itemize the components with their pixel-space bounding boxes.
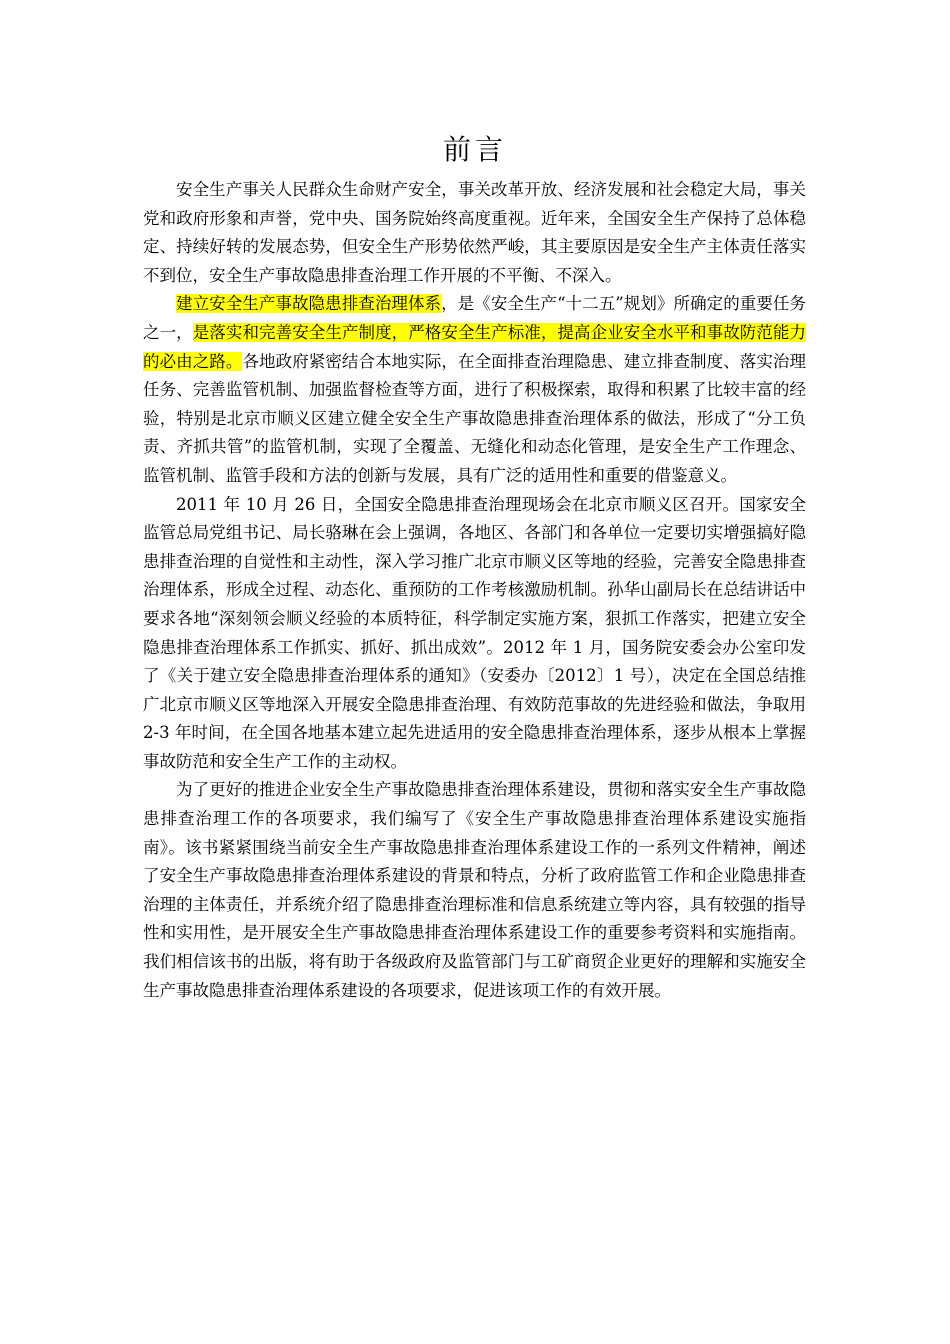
highlighted-text: 建立安全生产事故隐患排查治理体系 — [176, 294, 442, 314]
paragraph-1-text: 安全生产事关人民群众生命财产安全，事关改革开放、经济发展和社会稳定大局，事关党和政府形象和声誉，党中央、国务院始终高度重视。近年来，全国安全生产保持了总体稳定、持续好转的发展态势，但安全生产形势依然严峻，其主要原因是安全生产主体责任落实不到位，安全生产事故隐患排查治理工作开展的不平衡、不深入。 — [143, 180, 806, 285]
page-title: 前言 — [442, 133, 507, 166]
paragraph-3 — [143, 491, 806, 777]
paragraph-2-text: 各地政府紧密结合本地实际，在全面排查治理隐患、建立排查制度、落实治理任务、完善监管机制、加强监督检查等方面，进行了积极探索，取得和积累了比较丰富的经验，特别是北京市顺义区建立健全安全生产事故隐患排查治理体系的做法，形成了“分工负责、齐抓共管”的监管机制，实现了全覆盖、无缝化和动态化管理，是安全生产工作理念、监管机制、监管手段和方法的创新与发展，具有广泛的适用性和重要的借鉴意义。 — [143, 351, 807, 485]
paragraph-2 — [143, 290, 806, 490]
paragraph-4-text: 为了更好的推进企业安全生产事故隐患排查治理体系建设，贯彻和落实安全生产事故隐患排查治理工作的各项要求，我们编写了《安全生产事故隐患排查治理体系建设实施指南》。该书紧紧围绕当前安全生产事故隐患排查治理体系建设工作的一系列文件精神，阐述了安全生产事故隐患排查治理体系建设的背景和特点，分析了政府监管工作和企业隐患排查治理的主体责任，并系统介绍了隐患排查治理标准和信息系统建立等内容，具有较强的指导性和实用性，是开展安全生产事故隐患排查治理体系建设工作的重要参考资料和实施指南。我们相信该书的出版，将有助于各级政府及监管部门与工矿商贸企业更好的理解和实施安全生产事故隐患排查治理体系建设的各项要求，促进该项工作的有效开展。 — [143, 780, 806, 1000]
preface-body — [143, 176, 806, 1005]
paragraph-1 — [143, 176, 806, 290]
paragraph-2-text: ，是《安全生产“十二五”规划》所确定的重要任务之一， — [143, 294, 806, 342]
highlighted-text: 是落实和完善安全生产制度，严格安全生产标准，提高企业安全水平和事故防范能力的必由之路。 — [143, 322, 807, 371]
paragraph-3-text: 2011 年 10 月 26 日，全国安全隐患排查治理现场会在北京市顺义区召开。国家安全监管总局党组书记、局长骆琳在会上强调，各地区、各部门和各单位一定要切实增强搞好隐患排查治理的自觉性和主动性，深入学习推广北京市顺义区等地的经验，完善安全隐患排查治理体系，形成全过程、动态化、重预防的工作考核激励机制。孙华山副局长在总结讲话中要求各地“深刻领会顺义经验的本质特征，科学制定实施方案，狠抓工作落实，把建立安全隐患排查治理体系工作抓实、抓好、抓出成效”。2012 年 1 月，国务院安委会办公室印发了《关于建立安全隐患排查治理体系的通知》（安委办〔2012〕1 号），决定在全国总结推广北京市顺义区等地深入开展安全隐患排查治理、有效防范事故的先进经验和做法，争取用 2-3 年时间，在全国各地基本建立起先进适用的安全隐患排查治理体系，逐步从根本上掌握事故防范和安全生产工作的主动权。 — [143, 494, 806, 771]
paragraph-4 — [143, 776, 806, 1005]
